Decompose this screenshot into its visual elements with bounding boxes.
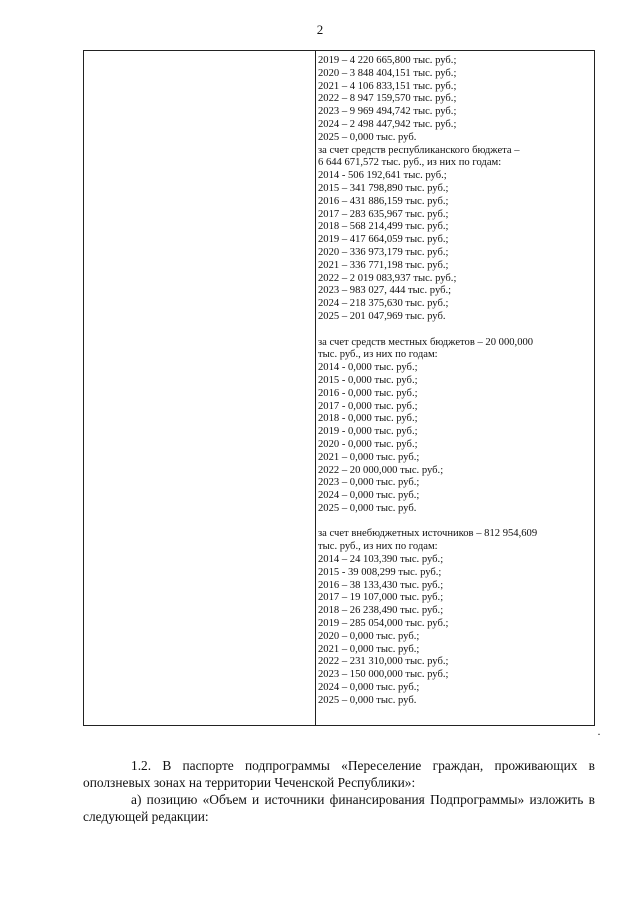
finance-line: 2025 – 0,000 тыс. руб. bbox=[318, 131, 417, 143]
page-number: 2 bbox=[316, 22, 324, 37]
finance-line: 2023 – 150 000,000 тыс. руб.; bbox=[318, 669, 449, 681]
finance-line: 2017 - 0,000 тыс. руб.; bbox=[318, 400, 418, 412]
finance-line: 2018 - 0,000 тыс. руб.; bbox=[318, 413, 418, 425]
finance-line: 2021 – 4 106 833,151 тыс. руб.; bbox=[318, 80, 457, 92]
finance-line: 2019 – 285 054,000 тыс. руб.; bbox=[318, 618, 449, 630]
finance-line: 2022 – 20 000,000 тыс. руб.; bbox=[318, 464, 444, 476]
paragraph-1-2: 1.2. В паспорте подпрограммы «Переселение граждан, проживающих в оползневых зонах на территории Чеченской Республики»: bbox=[83, 758, 595, 790]
finance-line: 2022 – 8 947 159,570 тыс. руб.; bbox=[318, 93, 457, 105]
finance-line: 2017 – 19 107,000 тыс. руб.; bbox=[318, 592, 444, 604]
finance-line: 2024 – 218 375,630 тыс. руб.; bbox=[318, 298, 449, 310]
finance-line: 2023 – 9 969 494,742 тыс. руб.; bbox=[318, 106, 457, 118]
finance-line: 2018 – 568 214,499 тыс. руб.; bbox=[318, 221, 449, 233]
finance-line: 6 644 671,572 тыс. руб., из них по годам: bbox=[318, 157, 502, 169]
finance-line: тыс. руб., из них по годам: bbox=[318, 541, 438, 553]
finance-line: 2014 - 0,000 тыс. руб.; bbox=[318, 362, 418, 374]
finance-line: за счет средств республиканского бюджета – bbox=[318, 144, 520, 156]
finance-line: 2025 – 0,000 тыс. руб. bbox=[318, 694, 417, 706]
finance-line: 2019 – 417 664,059 тыс. руб.; bbox=[318, 234, 449, 246]
finance-line: 2018 – 26 238,490 тыс. руб.; bbox=[318, 605, 444, 617]
finance-line: 2023 – 0,000 тыс. руб.; bbox=[318, 477, 420, 489]
finance-line: 2020 – 336 973,179 тыс. руб.; bbox=[318, 246, 449, 258]
finance-line: 2025 – 201 047,969 тыс. руб. bbox=[318, 310, 446, 322]
finance-line: 2025 – 0,000 тыс. руб. bbox=[318, 502, 417, 514]
finance-line: 2015 - 0,000 тыс. руб.; bbox=[318, 374, 418, 386]
finance-table bbox=[83, 50, 595, 726]
finance-line: 2015 - 39 008,299 тыс. руб.; bbox=[318, 566, 442, 578]
finance-line: 2020 – 0,000 тыс. руб.; bbox=[318, 630, 420, 642]
finance-line: 2021 – 336 771,198 тыс. руб.; bbox=[318, 259, 449, 271]
finance-line: за счет внебюджетных источников – 812 954,609 bbox=[318, 528, 538, 540]
finance-line: 2023 – 983 027, 444 тыс. руб.; bbox=[318, 285, 452, 297]
finance-line: 2024 – 0,000 тыс. руб.; bbox=[318, 682, 420, 694]
spacer bbox=[318, 324, 598, 337]
spacer bbox=[318, 516, 598, 529]
finance-cell bbox=[315, 55, 598, 708]
finance-line: 2022 – 231 310,000 тыс. руб.; bbox=[318, 656, 449, 668]
finance-line: 2020 – 3 848 404,151 тыс. руб.; bbox=[318, 67, 457, 79]
finance-line: 2021 – 0,000 тыс. руб.; bbox=[318, 451, 420, 463]
finance-line: 2022 – 2 019 083,937 тыс. руб.; bbox=[318, 272, 457, 284]
finance-lines-a bbox=[318, 55, 598, 324]
finance-line: за счет средств местных бюджетов – 20 000,000 bbox=[318, 336, 534, 348]
finance-line: 2019 - 0,000 тыс. руб.; bbox=[318, 426, 418, 438]
finance-line: 2024 – 0,000 тыс. руб.; bbox=[318, 490, 420, 502]
finance-line: 2021 – 0,000 тыс. руб.; bbox=[318, 643, 420, 655]
finance-line: 2016 - 0,000 тыс. руб.; bbox=[318, 387, 418, 399]
paragraph-a: а) позицию «Объем и источники финансирования Подпрограммы» изложить в следующей редакции: bbox=[83, 792, 595, 824]
finance-line: 2017 – 283 635,967 тыс. руб.; bbox=[318, 208, 449, 220]
body-text bbox=[83, 757, 595, 825]
finance-line: 2020 - 0,000 тыс. руб.; bbox=[318, 438, 418, 450]
finance-lines-b bbox=[318, 337, 598, 516]
finance-line: 2014 - 506 192,641 тыс. руб.; bbox=[318, 170, 447, 182]
scan-speck: · bbox=[597, 727, 601, 741]
finance-line: 2019 – 4 220 665,800 тыс. руб.; bbox=[318, 55, 457, 66]
finance-lines-c bbox=[318, 528, 598, 707]
finance-line: 2016 – 431 886,159 тыс. руб.; bbox=[318, 195, 449, 207]
finance-line: 2014 – 24 103,390 тыс. руб.; bbox=[318, 554, 444, 566]
finance-line: 2015 – 341 798,890 тыс. руб.; bbox=[318, 182, 449, 194]
finance-line: 2016 – 38 133,430 тыс. руб.; bbox=[318, 579, 444, 591]
finance-line: 2024 – 2 498 447,942 тыс. руб.; bbox=[318, 118, 457, 130]
finance-line: тыс. руб., из них по годам: bbox=[318, 349, 438, 361]
